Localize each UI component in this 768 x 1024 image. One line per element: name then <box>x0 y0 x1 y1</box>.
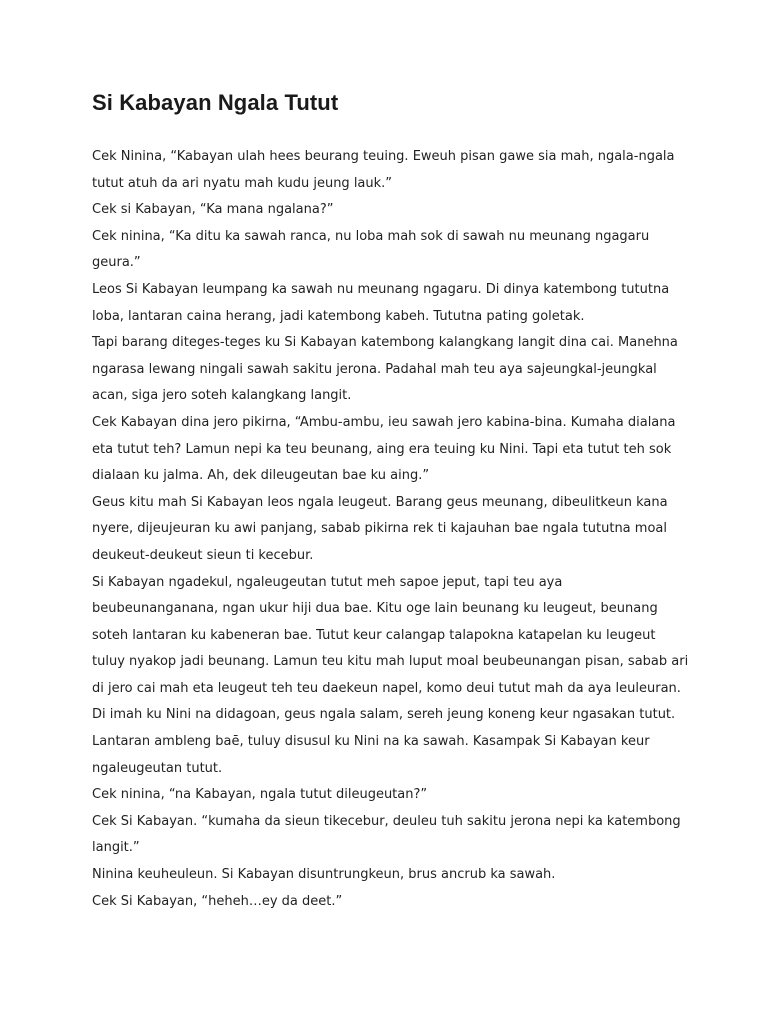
paragraph: Cek si Kabayan, “Ka mana ngalana?” <box>92 202 334 218</box>
paragraph: Ninina keuheuleun. Si Kabayan disuntrungkeun, brus ancrub ka sawah. <box>92 867 556 883</box>
document-page <box>92 88 692 915</box>
document-body <box>92 144 692 915</box>
paragraph: Cek Kabayan dina jero pikirna, “Ambu-ambu, ieu sawah jero kabina-bina. Kumaha dialana eta tutut teh? Lamun nepi ka teu beunang, aing era teuing ku Nini. Tapi eta tutut teh sok dialaan ku jalma. Ah, dek dileugeutan bae ku aing.” <box>92 414 676 484</box>
paragraph: Cek ninina, “na Kabayan, ngala tutut dileugeutan?” <box>92 787 428 803</box>
paragraph: Geus kitu mah Si Kabayan leos ngala leugeut. Barang geus meunang, dibeulitkeun kana nyere, dijeujeuran ku awi panjang, sabab pikirna rek ti kajauhan bae ngala tututna moal deukeut-deukeut sieun ti kecebur. <box>92 494 668 563</box>
paragraph: Tapi barang diteges-teges ku Si Kabayan katembong kalangkang langit dina cai. Manehna ngarasa lewang ningali sawah sakitu jerona. Padahal mah teu aya sajeungkal-jeungkal acan, siga jero soteh kalangkang langit. <box>92 335 678 404</box>
paragraph: Cek Ninina, “Kabayan ulah hees beurang teuing. Eweuh pisan gawe sia mah, ngala-ngala tutut atuh da ari nyatu mah kudu jeung lauk.” <box>92 149 675 191</box>
paragraph: Di imah ku Nini na didagoan, geus ngala salam, sereh jeung koneng keur ngasakan tutut. Lantaran ambleng baē, tuluy disusul ku Nini na ka sawah. Kasampak Si Kabayan keur ngaleugeutan tutut. <box>92 707 676 776</box>
paragraph: Leos Si Kabayan leumpang ka sawah nu meunang ngagaru. Di dinya katembong tututna loba, lantaran caina herang, jadi katembong kabeh. Tututna pating goletak. <box>92 281 670 324</box>
paragraph: Cek Si Kabayan, “heheh…ey da deet.” <box>92 893 343 909</box>
paragraph: Si Kabayan ngadekul, ngaleugeutan tutut meh sapoe jeput, tapi teu aya beubeunanganana, ngan ukur hiji dua bae. Kitu oge lain beunang ku leugeut, beunang soteh lantaran ku kabeneran bae. Tutut keur calangap talapokna katapelan ku leugeut tuluy nyakop jadi beunang. Lamun teu kitu mah luput moal beubeunangan pisan, sabab ari di jero cai mah eta leugeut teh teu daekeun napel, komo deui tutut mah da aya leuleuran. <box>92 574 689 696</box>
paragraph: Cek ninina, “Ka ditu ka sawah ranca, nu loba mah sok di sawah nu meunang ngagaru geura.” <box>92 228 650 271</box>
paragraph: Cek Si Kabayan. “kumaha da sieun tikecebur, deuleu tuh sakitu jerona nepi ka katembong langit.” <box>92 813 681 856</box>
document-title: Si Kabayan Ngala Tutut <box>92 90 339 115</box>
